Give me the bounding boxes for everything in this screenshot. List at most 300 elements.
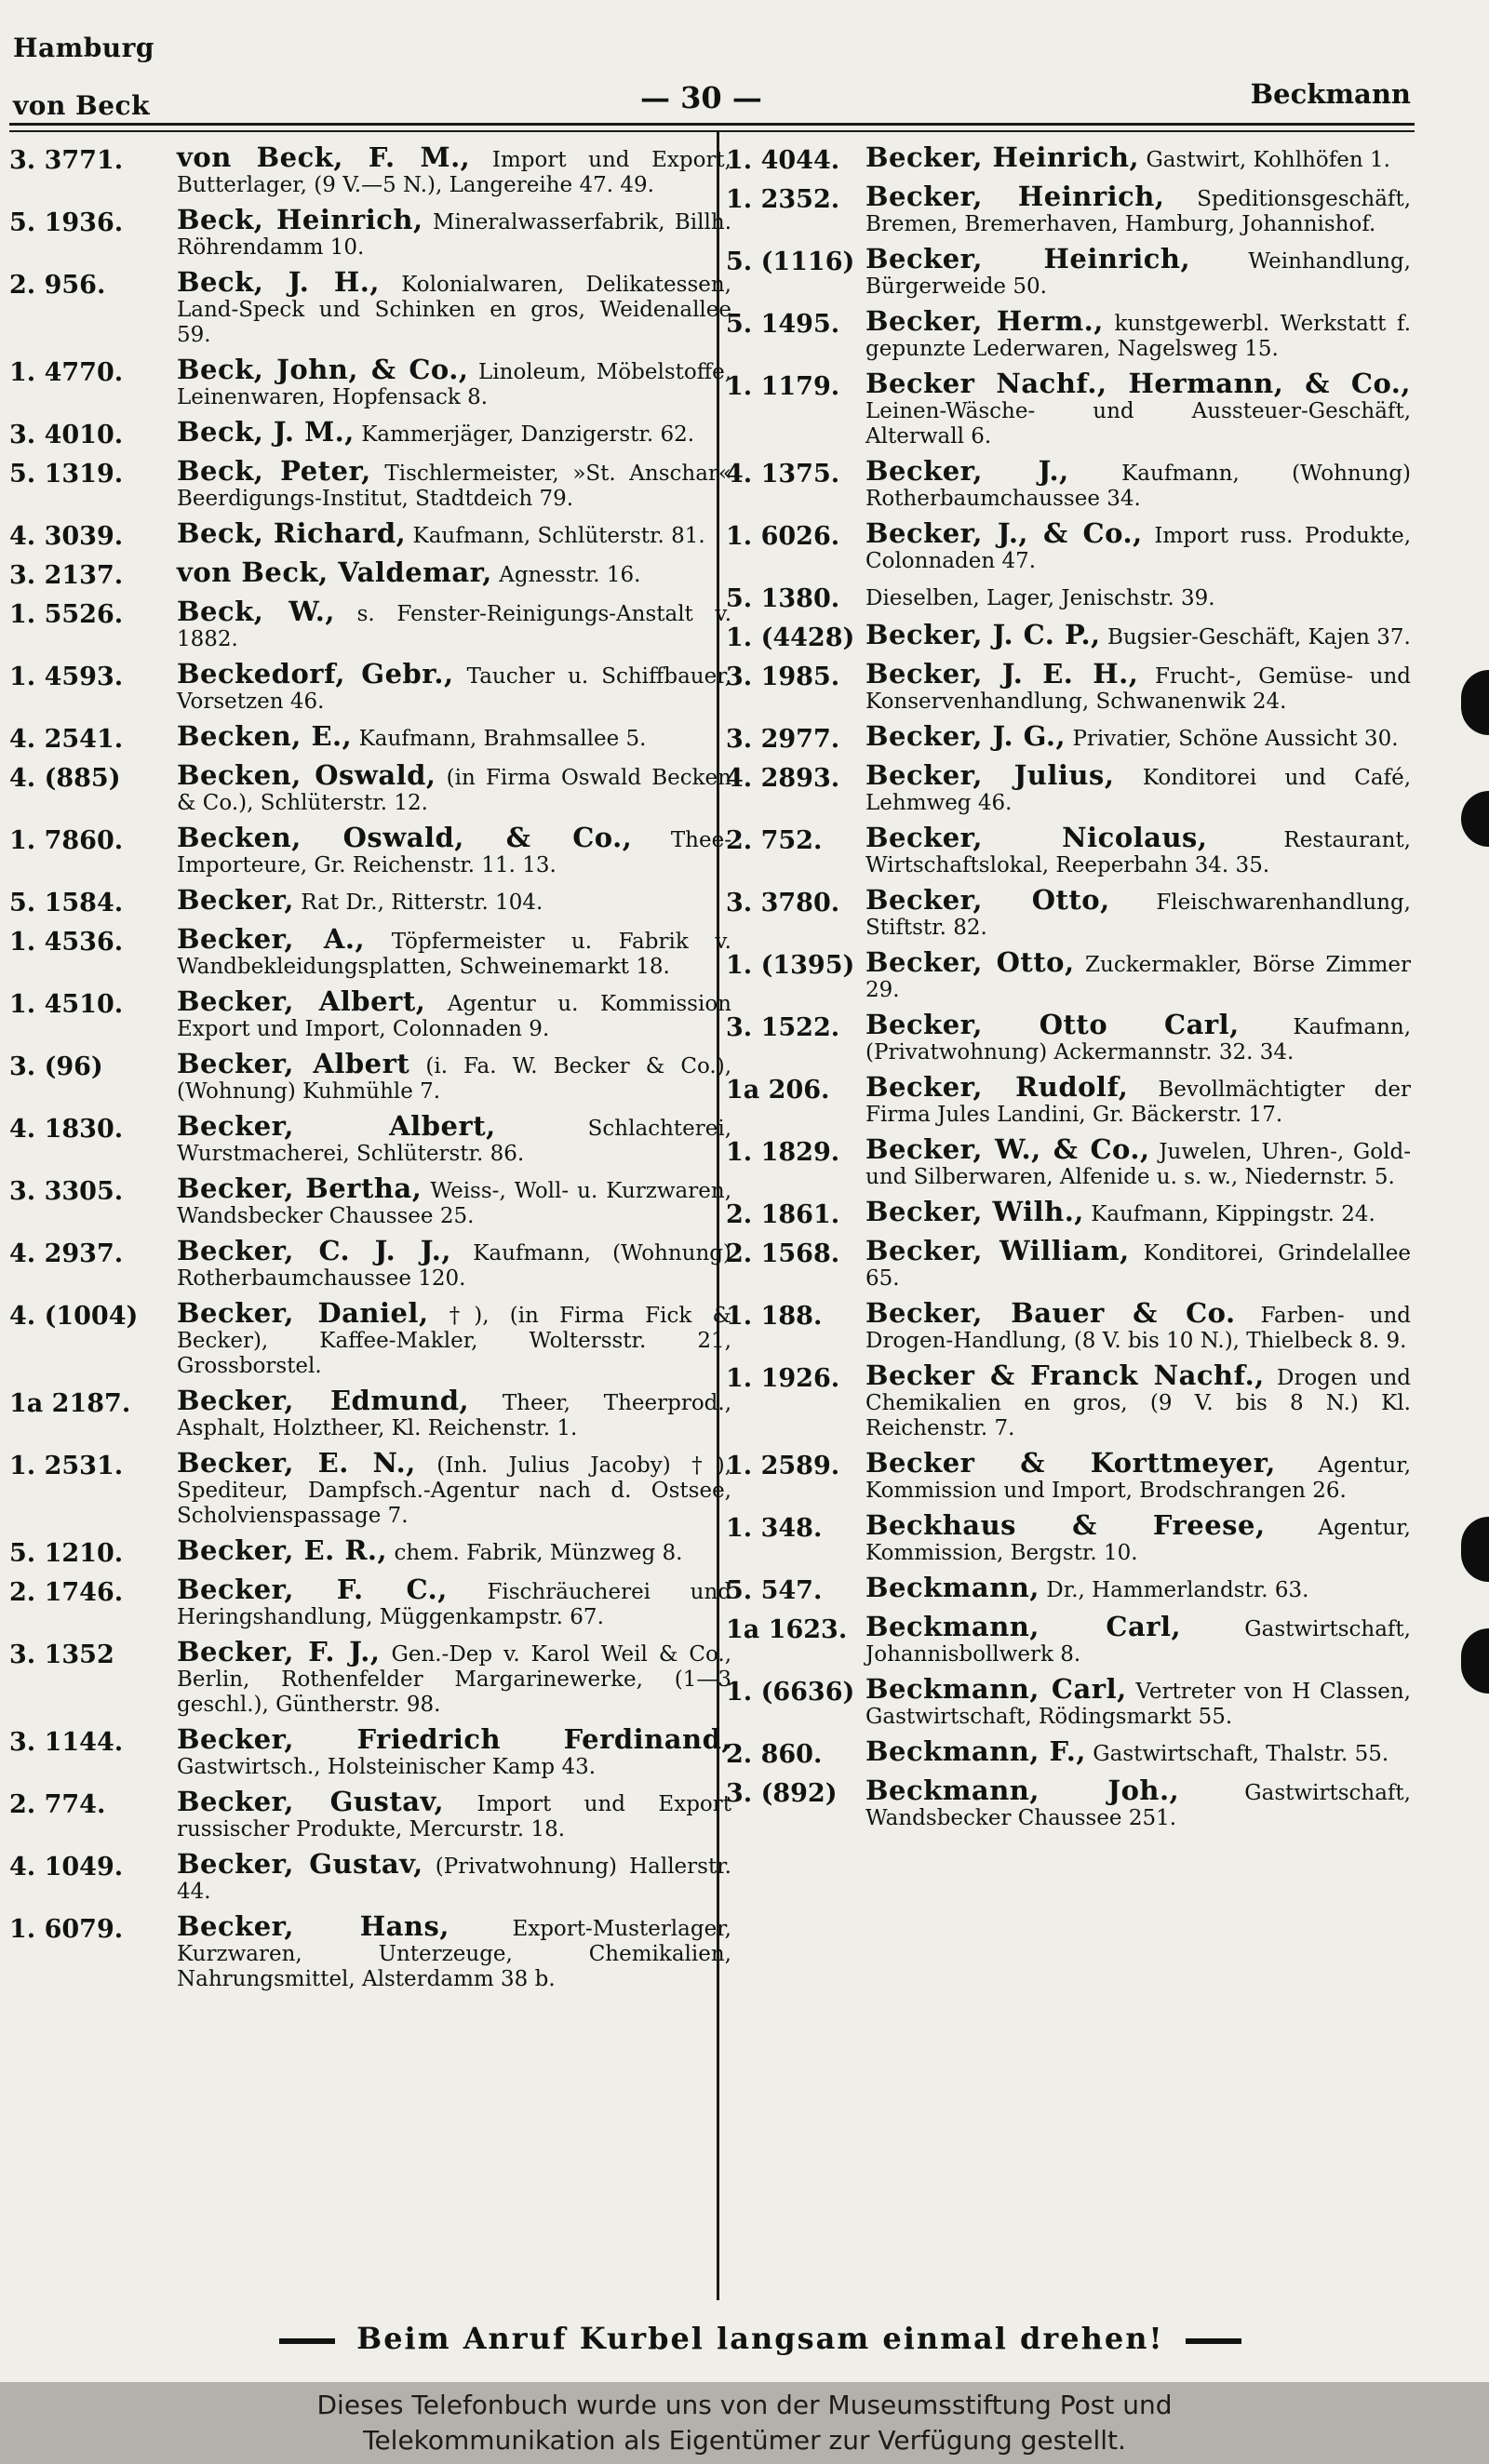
entry-name: Beckmann,	[865, 1572, 1040, 1603]
notice-dash-right	[1186, 2338, 1241, 2344]
phone-number: 1. 5526.	[9, 600, 124, 629]
entry-name: Becker, Julius,	[865, 759, 1115, 791]
directory-entry	[9, 720, 735, 754]
entry-details: Schlachterei, Wurstmacherei, Schlüterstr. 86.	[177, 1117, 732, 1166]
directory-entry	[9, 141, 735, 198]
phone-number: 5. 1495.	[726, 310, 840, 339]
entry-name: Becker, Albert	[177, 1048, 410, 1079]
directory-entry	[9, 985, 735, 1042]
entry-body	[177, 985, 735, 1042]
entry-details: Taucher u. Schiffbauer, Vorsetzen 46.	[177, 664, 731, 714]
binding-hole	[1461, 1628, 1489, 1694]
directory-entry	[9, 1573, 735, 1630]
phone-number: 1. 1926.	[726, 1364, 840, 1393]
entry-name: Becker, Wilh.,	[865, 1196, 1084, 1227]
left-column	[9, 141, 735, 2002]
entry-details: Frucht-, Gemüse- und Konservenhandlung, Schwanenwik 24.	[865, 664, 1412, 714]
phone-number: 1. 4044.	[726, 146, 840, 175]
footer-line-2: Telekommunikation als Eigentümer zur Verfügung gestellt.	[363, 2425, 1126, 2456]
entry-details: Kaufmann, (Privatwohnung) Ackermannstr. 32. 34.	[865, 1015, 1412, 1065]
entry-body	[865, 1133, 1415, 1190]
phone-number: 1. 6079.	[9, 1915, 124, 1944]
phone-number: 1. 4536.	[9, 928, 124, 957]
entry-body	[865, 1774, 1415, 1831]
phone-number: 1. 6026.	[726, 522, 840, 551]
directory-entry	[726, 1673, 1415, 1730]
entry-details: (i. Fa. W. Becker & Co.), (Wohnung) Kuhmühle 7.	[177, 1054, 732, 1104]
phone-number: 4. 1049.	[9, 1853, 124, 1881]
bottom-notice	[270, 2321, 1251, 2356]
entry-body	[177, 884, 735, 917]
entry-body	[865, 305, 1415, 362]
entry-name: Becker, Gustav,	[177, 1786, 445, 1817]
phone-number: 2. 1568.	[726, 1239, 840, 1268]
entry-body	[177, 455, 735, 512]
directory-entry	[9, 1447, 735, 1529]
entry-details: Konditorei, Grindelallee 65.	[865, 1241, 1411, 1291]
entry-name: Becker, Edmund,	[177, 1385, 470, 1416]
entry-body	[865, 822, 1415, 878]
entry-body	[177, 1172, 735, 1229]
entry-name: Beck, John, & Co.,	[177, 354, 469, 385]
directory-entry	[726, 720, 1415, 754]
entry-details: Gastwirtschaft, Johannisbollwerk 8.	[865, 1617, 1411, 1667]
entry-name: Becken, E.,	[177, 720, 353, 752]
directory-entry	[9, 204, 735, 261]
header-left	[13, 33, 154, 121]
directory-entry	[726, 455, 1415, 512]
entry-details: kunstgewerbl. Werkstatt f. gepunzte Lederwaren, Nagelsweg 15.	[865, 312, 1411, 361]
directory-entry	[726, 1774, 1415, 1831]
entry-name: Becker, J. G.,	[865, 720, 1066, 752]
phone-number: 2. 860.	[726, 1740, 823, 1769]
notice-text: Beim Anruf Kurbel langsam einmal drehen!	[356, 2321, 1164, 2356]
entry-details: (Inh. Julius Jacoby) †), Spediteur, Dampfsch.-Agentur nach d. Ostsee, Scholvienspassage 7.	[177, 1453, 732, 1528]
entry-details: Kolonialwaren, Delikatessen, Land-Speck und Schinken en gros, Weidenallee 59.	[177, 273, 731, 347]
entry-body	[865, 619, 1415, 652]
entry-details: Kammerjäger, Danzigerstr. 62.	[361, 422, 695, 447]
directory-entry	[9, 1297, 735, 1379]
entry-name: Becken, Oswald,	[177, 759, 436, 791]
phone-number: 5. 1319.	[9, 460, 124, 489]
entry-body	[865, 658, 1415, 715]
phone-number: 5. 1380.	[726, 584, 840, 613]
entry-body	[177, 1723, 735, 1780]
entry-name: Becker, F. C.,	[177, 1573, 448, 1605]
entry-body	[177, 720, 735, 754]
entry-body	[177, 1573, 735, 1630]
entry-details: Theer, Theerprod., Asphalt, Holztheer, Kl. Reichenstr. 1.	[177, 1391, 732, 1440]
entry-details: Zuckermakler, Börse Zimmer 29.	[865, 953, 1412, 1002]
entry-name: Beckhaus & Freese,	[865, 1509, 1266, 1541]
entry-name: Becker, Bertha,	[177, 1172, 423, 1204]
entry-name: Becker & Korttmeyer,	[865, 1447, 1276, 1479]
entry-name: Becker, Albert,	[177, 1110, 496, 1142]
directory-entry	[726, 1611, 1415, 1667]
entry-body	[865, 583, 1415, 613]
directory-entry	[9, 517, 735, 551]
entry-name: Becker, Friedrich Ferdinand,	[177, 1723, 731, 1755]
directory-entry	[9, 1172, 735, 1229]
entry-details: Agentur, Kommission, Bergstr. 10.	[865, 1516, 1411, 1565]
directory-entry	[9, 556, 735, 590]
phone-number: 3. 2977.	[726, 725, 840, 754]
phone-number: 3. 3771.	[9, 146, 124, 175]
directory-entry	[726, 759, 1415, 816]
entry-body	[177, 556, 735, 590]
directory-entry	[726, 658, 1415, 715]
binding-hole	[1461, 791, 1489, 847]
entry-name: Becker, Heinrich,	[865, 181, 1165, 212]
entry-name: Becker, Heinrich,	[865, 141, 1140, 173]
entry-details: Agentur u. Kommission Export und Import, Colonnaden 9.	[177, 992, 731, 1041]
directory-entry	[726, 1235, 1415, 1292]
phone-number: 4. 1830.	[9, 1115, 124, 1144]
directory-entry	[726, 1572, 1415, 1605]
entry-body	[865, 181, 1415, 237]
directory-entry	[726, 946, 1415, 1003]
directory-entry	[726, 1297, 1415, 1354]
phone-number: 1. 7860.	[9, 826, 124, 855]
entry-details: s. Fenster-Reinigungs-Anstalt v. 1882.	[177, 602, 732, 651]
entry-body	[865, 946, 1415, 1003]
entry-name: von Beck, Valdemar,	[177, 556, 492, 588]
entry-details: Kaufmann, (Wohnung) Rotherbaumchaussee 34.	[865, 462, 1412, 511]
entry-details: Import russ. Produkte, Colonnaden 47.	[865, 524, 1412, 573]
phone-number: 4. 3039.	[9, 522, 124, 551]
entry-details: Import und Export, Butterlager, (9 V.—5 N.), Langereihe 47. 49.	[177, 148, 731, 197]
entry-body	[865, 1196, 1415, 1229]
phone-number: 1. 348.	[726, 1514, 823, 1543]
directory-entry	[9, 759, 735, 816]
directory-entry	[726, 368, 1415, 449]
entry-details: Fischräucherei und Heringshandlung, Müggenkampstr. 67.	[177, 1580, 732, 1629]
entry-body	[177, 1447, 735, 1529]
phone-number: 1. 1179.	[726, 372, 840, 401]
phone-number: 3. 1352	[9, 1640, 114, 1669]
entry-name: Beckmann, F.,	[865, 1735, 1086, 1767]
phone-number: 2. 956.	[9, 271, 106, 300]
directory-entry	[9, 884, 735, 917]
phone-number: 1. 1829.	[726, 1138, 840, 1167]
directory-entry	[9, 822, 735, 878]
entry-details: Privatier, Schöne Aussicht 30.	[1072, 727, 1399, 751]
entry-name: Beckmann, Carl,	[865, 1673, 1127, 1705]
binding-hole	[1461, 1517, 1489, 1582]
phone-number: 3. 4010.	[9, 421, 124, 449]
entry-name: Beck, J. M.,	[177, 416, 355, 448]
entry-body	[177, 759, 735, 816]
entry-body	[177, 1910, 735, 1992]
entry-body	[177, 1848, 735, 1905]
directory-entry	[9, 1723, 735, 1780]
entry-details: Konditorei und Café, Lehmweg 46.	[865, 766, 1412, 815]
entry-body	[177, 1048, 735, 1105]
phone-number: 1. 4770.	[9, 358, 124, 387]
entry-name: Beck, J. H.,	[177, 266, 380, 298]
entry-details: Drogen und Chemikalien en gros, (9 V. bis 8 N.) Kl. Reichenstr. 7.	[865, 1366, 1411, 1440]
directory-entry	[9, 1048, 735, 1105]
directory-entry	[9, 1786, 735, 1842]
binding-hole	[1461, 670, 1489, 735]
entry-details: Kaufmann, Schlüterstr. 81.	[412, 524, 705, 548]
entry-details: Restaurant, Wirtschaftslokal, Reeperbahn 34. 35.	[865, 828, 1411, 877]
directory-entry	[9, 1636, 735, 1718]
phone-number: 1a 2187.	[9, 1389, 131, 1418]
phone-number: 3. 3305.	[9, 1177, 124, 1206]
phone-number: 5. 1936.	[9, 208, 124, 237]
entry-name: Becker, Bauer & Co.	[865, 1297, 1236, 1329]
directory-entry	[9, 266, 735, 348]
phone-number: 5. 1210.	[9, 1539, 124, 1568]
entry-body	[865, 1235, 1415, 1292]
entry-name: Becker,	[177, 884, 294, 916]
phone-number: 5. (1116)	[726, 248, 855, 276]
entry-details: Fleischwarenhandlung, Stiftstr. 82.	[865, 891, 1411, 940]
entry-details: Weiss-, Woll- u. Kurzwaren, Wandsbecker Chaussee 25.	[177, 1179, 732, 1228]
entry-name: Becker, Otto,	[865, 884, 1110, 916]
entry-name: Becker, J., & Co.,	[865, 517, 1143, 549]
entry-body	[177, 517, 735, 551]
entry-name: Beckedorf, Gebr.,	[177, 658, 454, 690]
directory-entry	[726, 1509, 1415, 1566]
entry-name: Beckmann, Carl,	[865, 1611, 1182, 1642]
entry-details: †), (in Firma Fick & Becker), Kaffee-Makler, Woltersstr. 21, Grossborstel.	[177, 1304, 732, 1378]
entry-name: Becker, E. N.,	[177, 1447, 416, 1479]
directory-entry	[726, 1196, 1415, 1229]
entry-body	[865, 1297, 1415, 1354]
entry-name: Becker, Daniel,	[177, 1297, 429, 1329]
entry-details: Agentur, Kommission und Import, Brodschrangen 26.	[865, 1453, 1412, 1503]
entry-body	[177, 923, 735, 980]
entry-name: Becken, Oswald, & Co.,	[177, 822, 633, 853]
entry-name: Becker, W., & Co.,	[865, 1133, 1150, 1165]
phone-number: 3. 1144.	[9, 1728, 124, 1757]
entry-name: Beckmann, Joh.,	[865, 1774, 1180, 1806]
entry-name: Becker, J. C. P.,	[865, 619, 1101, 650]
entry-name: Beck, Richard,	[177, 517, 407, 549]
entry-name: Becker, Albert,	[177, 985, 426, 1017]
entry-details: Kaufmann, Kippingstr. 24.	[1091, 1202, 1375, 1226]
entry-body	[865, 1611, 1415, 1667]
entry-details: (in Firma Oswald Becken & Co.), Schlüterstr. 12.	[177, 766, 731, 815]
phone-number: 1. 4593.	[9, 663, 124, 691]
directory-entry	[726, 243, 1415, 300]
directory-entry	[9, 1910, 735, 1992]
right-column	[726, 141, 1415, 1841]
directory-entry	[9, 1385, 735, 1441]
entry-details: Weinhandlung, Bürgerweide 50.	[865, 249, 1411, 299]
directory-entry	[726, 141, 1415, 175]
directory-entry	[726, 1009, 1415, 1065]
directory-entry	[9, 1110, 735, 1167]
entry-details: Bevollmächtigter der Firma Jules Landini, Gr. Bäckerstr. 17.	[865, 1078, 1412, 1127]
entry-body	[177, 1636, 735, 1718]
entry-details: Gastwirtschaft, Thalstr. 55.	[1093, 1742, 1389, 1766]
phone-number: 1. 188.	[726, 1302, 823, 1331]
directory-entry	[9, 658, 735, 715]
phone-number: 5. 547.	[726, 1576, 823, 1605]
entry-body	[177, 822, 735, 878]
entry-body	[865, 884, 1415, 941]
entry-name: Becker, Otto,	[865, 946, 1075, 978]
phone-number: 1. 2352.	[726, 185, 840, 214]
directory-entry	[726, 517, 1415, 574]
entry-details: Gastwirt, Kohlhöfen 1.	[1146, 148, 1390, 172]
directory-entry	[726, 1071, 1415, 1128]
directory-entry	[9, 354, 735, 410]
phone-number: 4. 2893.	[726, 764, 840, 793]
entry-details: Linoleum, Möbelstoffe, Leinenwaren, Hopfensack 8.	[177, 360, 732, 409]
entry-name: von Beck, F. M.,	[177, 141, 471, 173]
phone-number: 5. 1584.	[9, 889, 124, 917]
entry-name: Becker, J.,	[865, 455, 1069, 487]
entry-body	[865, 1673, 1415, 1730]
entry-name: Becker, Gustav,	[177, 1848, 423, 1880]
phone-number: 3. 3780.	[726, 889, 840, 917]
header-last-entry: Beckmann	[1250, 78, 1411, 110]
entry-name: Beck, Heinrich,	[177, 204, 423, 235]
directory-entry	[9, 923, 735, 980]
entry-name: Becker Nachf., Hermann, & Co.,	[865, 368, 1411, 399]
footer-caption	[0, 2382, 1489, 2464]
directory-entry	[9, 1534, 735, 1568]
directory-entry	[726, 1359, 1415, 1441]
phone-number: 1. (6636)	[726, 1678, 855, 1707]
directory-entry	[726, 583, 1415, 613]
entry-body	[865, 720, 1415, 754]
entry-body	[865, 455, 1415, 512]
entry-body	[177, 596, 735, 652]
entry-name: Becker, Otto Carl,	[865, 1009, 1240, 1040]
phone-number: 1. 2589.	[726, 1452, 840, 1480]
entry-body	[865, 1509, 1415, 1566]
directory-entry	[726, 181, 1415, 237]
phone-number: 4. (1004)	[9, 1302, 139, 1331]
entry-body	[177, 1786, 735, 1842]
phone-number: 1. 2531.	[9, 1452, 124, 1480]
entry-body	[177, 1110, 735, 1167]
entry-body	[865, 1359, 1415, 1441]
directory-entry	[726, 305, 1415, 362]
phone-number: 2. 1861.	[726, 1200, 840, 1229]
entry-details: Mineralwasserfabrik, Billh. Röhrendamm 10.	[177, 210, 731, 260]
entry-body	[177, 416, 735, 449]
entry-body	[177, 266, 735, 348]
page-number: — 30 —	[640, 80, 762, 115]
entry-details: Rat Dr., Ritterstr. 104.	[301, 891, 543, 915]
entry-details: Gastwirtschaft, Wandsbecker Chaussee 251.	[865, 1781, 1411, 1830]
entry-body	[177, 141, 735, 198]
entry-body	[177, 354, 735, 410]
entry-name: Becker, Rudolf,	[865, 1071, 1129, 1103]
directory-entry	[9, 416, 735, 449]
phone-number: 1a 1623.	[726, 1615, 848, 1644]
entry-body	[865, 1071, 1415, 1128]
entry-details: Vertreter von H Classen, Gastwirtschaft, Rödingsmarkt 55.	[865, 1680, 1411, 1729]
entry-details: Kaufmann, (Wohnung) Rotherbaumchaussee 120.	[177, 1241, 732, 1291]
entry-name: Becker, C. J. J.,	[177, 1235, 451, 1266]
header-first-entry: von Beck	[13, 90, 150, 121]
directory-entry	[726, 822, 1415, 878]
phone-number: 3. 1985.	[726, 663, 840, 691]
entry-body	[865, 1572, 1415, 1605]
entry-name: Becker, Hans,	[177, 1910, 449, 1942]
entry-details: Speditionsgeschäft, Bremen, Bremerhaven, Hamburg, Johannishof.	[865, 187, 1411, 236]
directory-entry	[726, 1735, 1415, 1769]
entry-body	[865, 1735, 1415, 1769]
directory-entry	[9, 1235, 735, 1292]
phone-number: 4. 2541.	[9, 725, 124, 754]
phone-number: 2. 752.	[726, 826, 823, 855]
directory-entry	[9, 1848, 735, 1905]
directory-entry	[726, 1447, 1415, 1504]
header-city: Hamburg	[13, 33, 154, 63]
entry-name: Beck, Peter,	[177, 455, 371, 487]
header-rule	[9, 123, 1415, 126]
entry-name: Becker, Herm.,	[865, 305, 1104, 337]
phone-number: 1. (1395)	[726, 951, 855, 980]
entry-details: Agnesstr. 16.	[499, 563, 641, 587]
entry-body	[865, 141, 1415, 175]
notice-dash-left	[279, 2338, 335, 2344]
phone-number: 3. 2137.	[9, 561, 124, 590]
entry-details: Kaufmann, Brahmsallee 5.	[358, 727, 647, 751]
entry-details: Tischlermeister, »St. Anschar« Beerdigungs-Institut, Stadtdeich 79.	[177, 462, 732, 511]
entry-details: Export-Musterlager, Kurzwaren, Unterzeuge, Chemikalien, Nahrungsmittel, Alsterdamm 38 b.	[177, 1917, 731, 1991]
phone-number: 4. 2937.	[9, 1239, 124, 1268]
entry-details: Gastwirtsch., Holsteinischer Kamp 43.	[177, 1755, 597, 1779]
directory-entry	[726, 1133, 1415, 1190]
entry-body	[865, 759, 1415, 816]
entry-details: Bugsier-Geschäft, Kajen 37.	[1107, 625, 1411, 649]
phone-number: 3. 1522.	[726, 1013, 840, 1042]
entry-body	[865, 517, 1415, 574]
entry-details: Töpfermeister u. Fabrik v. Wandbekleidungsplatten, Schweinemarkt 18.	[177, 930, 731, 979]
entry-name: Becker, A.,	[177, 923, 366, 955]
entry-name: Becker, J. E. H.,	[865, 658, 1139, 690]
entry-body	[177, 204, 735, 261]
entry-details: Farben- und Drogen-Handlung, (8 V. bis 10 N.), Thielbeck 8. 9.	[865, 1304, 1412, 1353]
directory-entry	[9, 596, 735, 652]
entry-name: Becker, Nicolaus,	[865, 822, 1208, 853]
entry-name: Becker & Franck Nachf.,	[865, 1359, 1265, 1391]
entry-details: Gen.-Dep v. Karol Weil & Co., Berlin, Rothenfelder Margarinewerke, (1—3 geschl.), Güntherstr. 98.	[177, 1642, 732, 1717]
entry-name: Becker, Heinrich,	[865, 243, 1191, 275]
entry-name: Becker, F. J.,	[177, 1636, 381, 1667]
entry-details: Thee-Importeure, Gr. Reichenstr. 11. 13.	[177, 828, 731, 877]
phone-number: 1. 4510.	[9, 990, 124, 1019]
entry-name: Beck, W.,	[177, 596, 335, 627]
entry-body	[865, 368, 1415, 449]
entry-body	[177, 1235, 735, 1292]
directory-entry	[9, 455, 735, 512]
entry-name: Becker, William,	[865, 1235, 1130, 1266]
entry-details: Leinen-Wäsche- und Aussteuer-Geschäft, Alterwall 6.	[865, 399, 1411, 449]
entry-body	[177, 1385, 735, 1441]
phone-number: 2. 1746.	[9, 1578, 124, 1607]
entry-body	[177, 1534, 735, 1568]
header-rule-thin	[9, 130, 1415, 132]
footer-line-1: Dieses Telefonbuch wurde uns von der Museumsstiftung Post und	[316, 2390, 1173, 2420]
entry-body	[177, 658, 735, 715]
entry-details: Juwelen, Uhren-, Gold- und Silberwaren, Alfenide u. s. w., Niedernstr. 5.	[865, 1140, 1411, 1189]
directory-entry	[726, 619, 1415, 652]
phone-number: 3. (892)	[726, 1779, 838, 1808]
entry-name: Becker, E. R.,	[177, 1534, 388, 1566]
entry-details: (Privatwohnung) Hallerstr. 44.	[177, 1855, 731, 1904]
entry-body	[177, 1297, 735, 1379]
